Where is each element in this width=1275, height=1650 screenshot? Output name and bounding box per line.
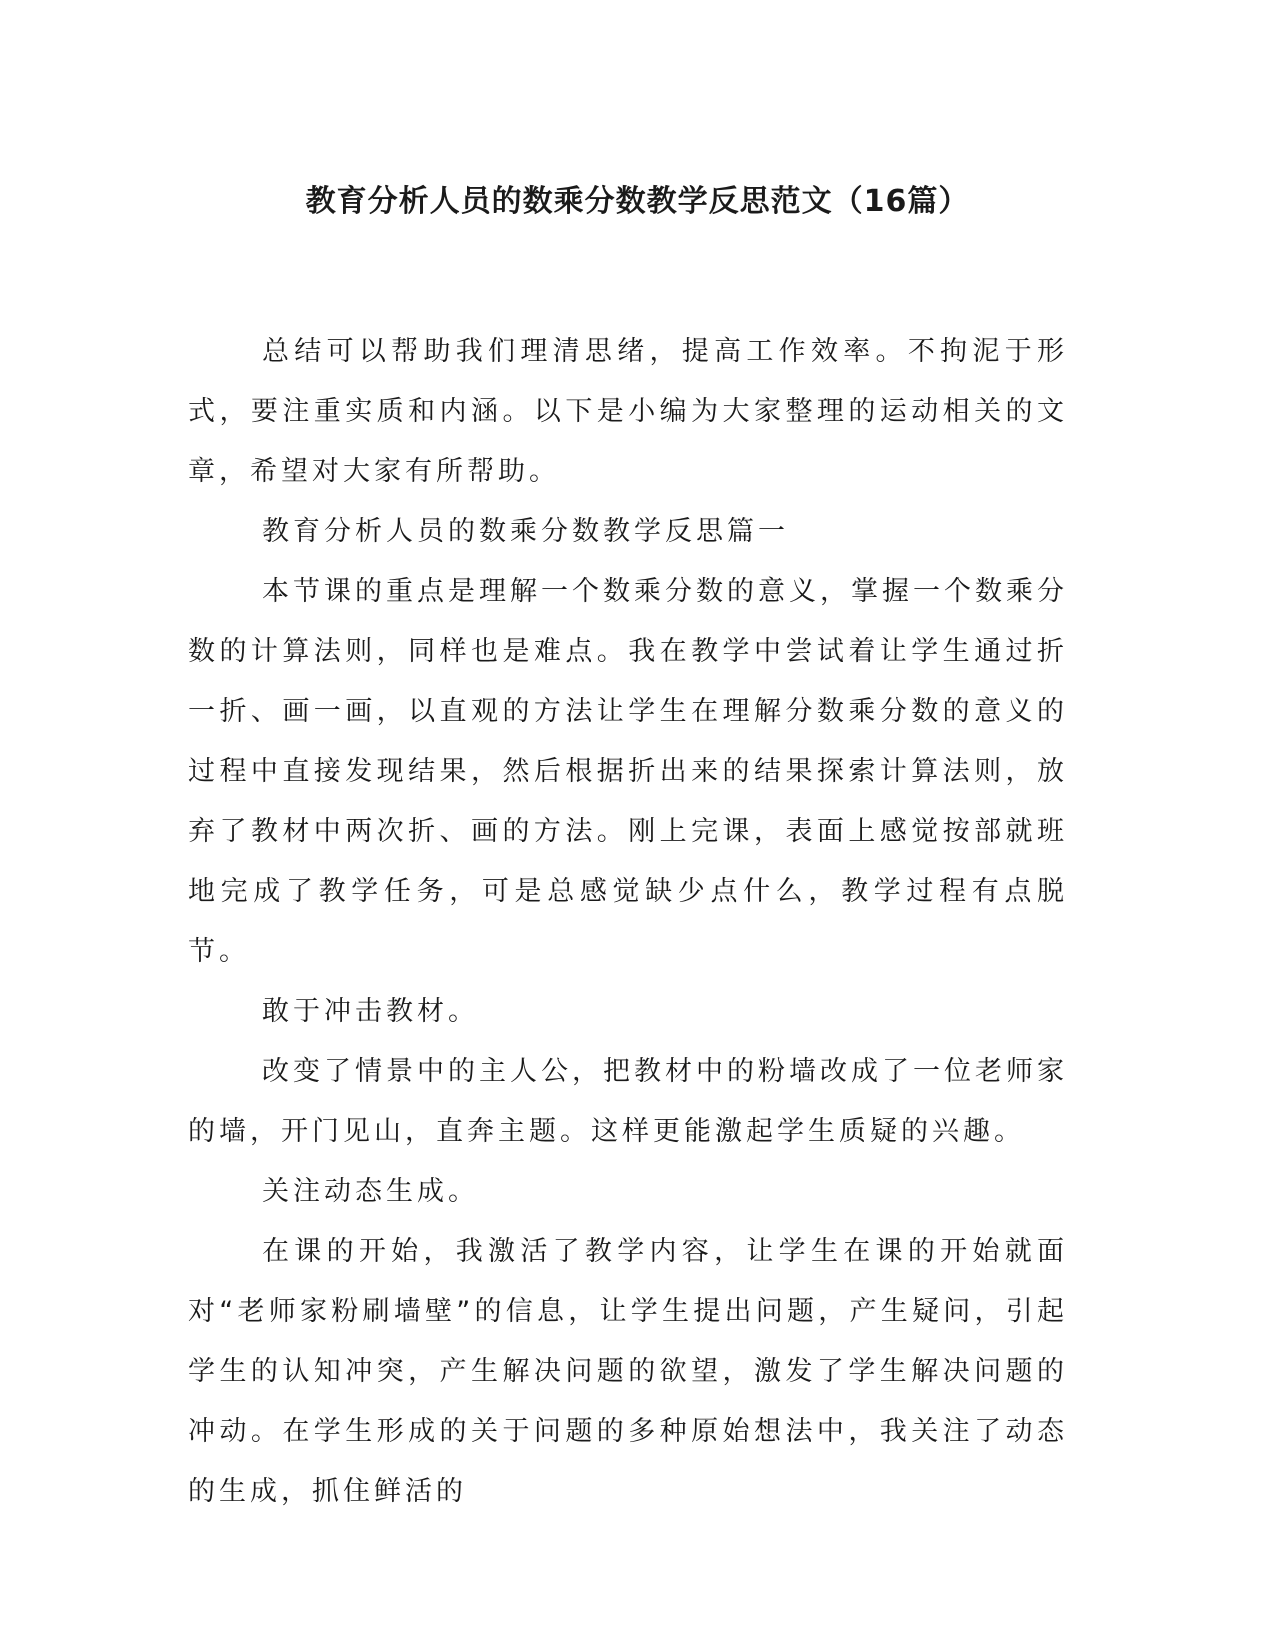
document-title: 教育分析人员的数乘分数教学反思范文（16篇） (305, 184, 970, 219)
document-body (188, 322, 1068, 1522)
intro-paragraph: 总结可以帮助我们理清思绪，提高工作效率。不拘泥于形式，要注重实质和内涵。以下是小编为大家整理的运动相关的文章，希望对大家有所帮助。 (188, 336, 1068, 487)
body-paragraph: 改变了情景中的主人公，把教材中的粉墙改成了一位老师家的墙，开门见山，直奔主题。这样更能激起学生质疑的兴趣。 (188, 1056, 1068, 1147)
subheading-paragraph: 关注动态生成。 (262, 1176, 479, 1207)
body-paragraph: 在课的开始，我激活了教学内容，让学生在课的开始就面对“老师家粉刷墙壁”的信息，让学生提出问题，产生疑问，引起学生的认知冲突，产生解决问题的欲望，激发了学生解决问题的冲动。在学生形成的关于问题的多种原始想法中，我关注了动态的生成，抓住鲜活的 (188, 1236, 1068, 1507)
subheading-paragraph: 敢于冲击教材。 (262, 996, 479, 1027)
body-paragraph: 本节课的重点是理解一个数乘分数的意义，掌握一个数乘分数的计算法则，同样也是难点。我在教学中尝试着让学生通过折一折、画一画，以直观的方法让学生在理解分数乘分数的意义的过程中直接发现结果，然后根据折出来的结果探索计算法则，放弃了教材中两次折、画的方法。刚上完课，表面上感觉按部就班地完成了教学任务，可是总感觉缺少点什么，教学过程有点脱节。 (188, 576, 1068, 967)
section-heading: 教育分析人员的数乘分数教学反思篇一 (262, 516, 789, 547)
